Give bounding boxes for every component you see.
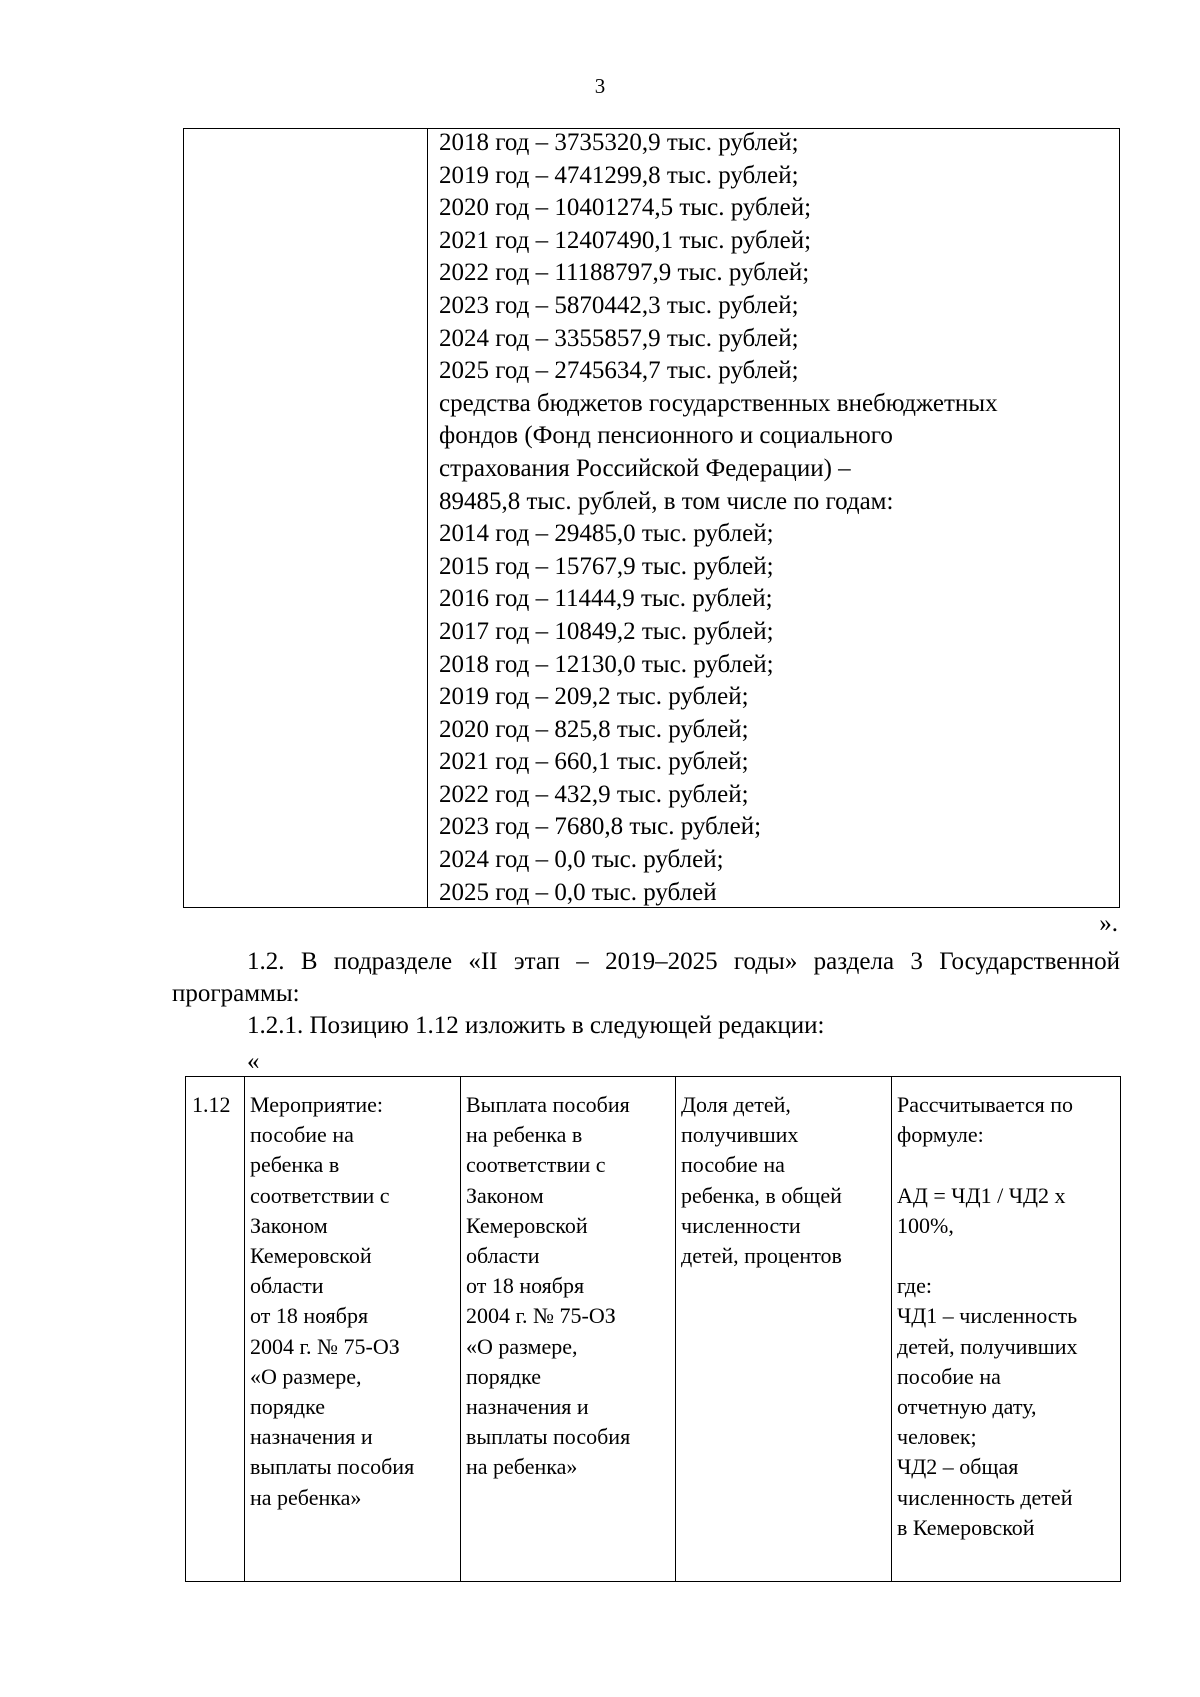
cell-line: детей, процентов [681,1243,842,1269]
cell-line: ребенка, в общей [681,1182,842,1208]
cell-line: детей, получивших [897,1333,1078,1359]
cell-line: порядке [466,1363,541,1389]
cell-line: пособие на [681,1152,785,1178]
formula-cell [891,1077,1120,1581]
funding-line: 2023 год – 7680,8 тыс. рублей; [439,813,762,841]
cell-line: назначения и [250,1424,373,1450]
cell-line: на ребенка в [466,1122,583,1148]
funding-line: 2019 год – 209,2 тыс. рублей; [439,683,749,711]
indicator-cell [675,1077,891,1581]
closing-quote: ». [1099,910,1118,937]
funding-line: 2024 год – 0,0 тыс. рублей; [439,846,724,874]
measure-cell [244,1077,460,1581]
funding-line: 2016 год – 11444,9 тыс. рублей; [439,585,773,613]
cell-line: области [466,1243,540,1269]
cell-line: человек; [897,1424,977,1450]
cell-line: численности [681,1212,801,1238]
cell-line: получивших [681,1122,799,1148]
funding-line: 2019 год – 4741299,8 тыс. рублей; [439,161,799,189]
funding-line: страхования Российской Федерации) – [439,454,851,482]
cell-line: выплаты пособия [466,1424,631,1450]
funding-line: 2025 год – 0,0 тыс. рублей [439,878,717,906]
cell-line: отчетную дату, [897,1394,1037,1420]
cell-line: Рассчитывается по [897,1092,1073,1117]
cell-line: ЧД2 – общая [897,1454,1019,1480]
cell-line: ЧД1 – численность [897,1303,1078,1329]
funding-table [183,128,1120,908]
cell-line: соответствии с [250,1182,390,1208]
cell-line: ребенка в [250,1152,340,1178]
cell-line [897,1241,1116,1271]
cell-line: где: [897,1273,932,1299]
funding-line: 2021 год – 12407490,1 тыс. рублей; [439,226,812,254]
funding-line: 2024 год – 3355857,9 тыс. рублей; [439,324,799,352]
cell-line: выплаты пособия [250,1454,415,1480]
cell-line: «О размере, [466,1333,578,1359]
cell-line: соответствии с [466,1152,606,1178]
funding-line: 2020 год – 10401274,5 тыс. рублей; [439,194,812,222]
funding-line: 2015 год – 15767,9 тыс. рублей; [439,552,774,580]
funding-line: 2025 год – 2745634,7 тыс. рублей; [439,357,799,385]
cell-line: Доля детей, [681,1092,791,1117]
cell-line: пособие на [897,1363,1001,1389]
cell-line: 2004 г. № 75-ОЗ [250,1333,400,1359]
funding-line: 2022 год – 11188797,9 тыс. рублей; [439,259,810,287]
cell-line: от 18 ноября [250,1303,369,1329]
funding-line: 2018 год – 12130,0 тыс. рублей; [439,650,774,678]
funding-line: 2022 год – 432,9 тыс. рублей; [439,780,749,808]
position-table [185,1076,1121,1582]
position-number-cell [186,1077,244,1581]
funding-details-cell [439,127,1111,909]
cell-line: Выплата пособия [466,1092,630,1117]
funding-line: 89485,8 тыс. рублей, в том числе по годам: [439,487,894,515]
paragraph-1-2-1: 1.2.1. Позицию 1.12 изложить в следующей редакции: [247,1012,825,1039]
cell-line: назначения и [466,1394,589,1420]
cell-line: в Кемеровской [897,1514,1035,1540]
funding-line: 2017 год – 10849,2 тыс. рублей; [439,617,774,645]
cell-line: на ребенка» [466,1454,578,1480]
cell-line: на ребенка» [250,1484,362,1510]
paragraph-1-2: 1.2. В подразделе «II этап – 2019–2025 годы» раздела 3 Государственной программы: [172,948,1120,1007]
opening-quote: « [247,1048,260,1075]
cell-line: 1.12 [192,1092,231,1117]
funding-line: средства бюджетов государственных внебюджетных [439,389,998,417]
page-number: 3 [594,74,606,98]
funding-line: фондов (Фонд пенсионного и социального [439,422,893,450]
cell-line: области [250,1273,324,1299]
cell-line: АД = ЧД1 / ЧД2 х [897,1182,1066,1208]
table-column-divider [427,129,428,907]
cell-line: Мероприятие: [250,1092,383,1117]
funding-line: 2021 год – 660,1 тыс. рублей; [439,748,749,776]
cell-line: Законом [466,1182,544,1208]
cell-line: формуле: [897,1122,984,1148]
cell-line: Кемеровской [250,1243,372,1269]
cell-line: пособие на [250,1122,354,1148]
funding-line: 2018 год – 3735320,9 тыс. рублей; [439,129,799,156]
description-cell [460,1077,675,1581]
cell-line: «О размере, [250,1363,362,1389]
funding-line: 2014 год – 29485,0 тыс. рублей; [439,520,774,548]
cell-line: порядке [250,1394,325,1420]
cell-line: 2004 г. № 75-ОЗ [466,1303,616,1329]
cell-line: от 18 ноября [466,1273,585,1299]
cell-line: Кемеровской [466,1212,588,1238]
cell-line: 100%, [897,1212,954,1238]
cell-line: Законом [250,1212,328,1238]
cell-line [897,1150,1116,1180]
funding-line: 2023 год – 5870442,3 тыс. рублей; [439,291,799,319]
funding-line: 2020 год – 825,8 тыс. рублей; [439,715,749,743]
cell-line: численность детей [897,1484,1073,1510]
